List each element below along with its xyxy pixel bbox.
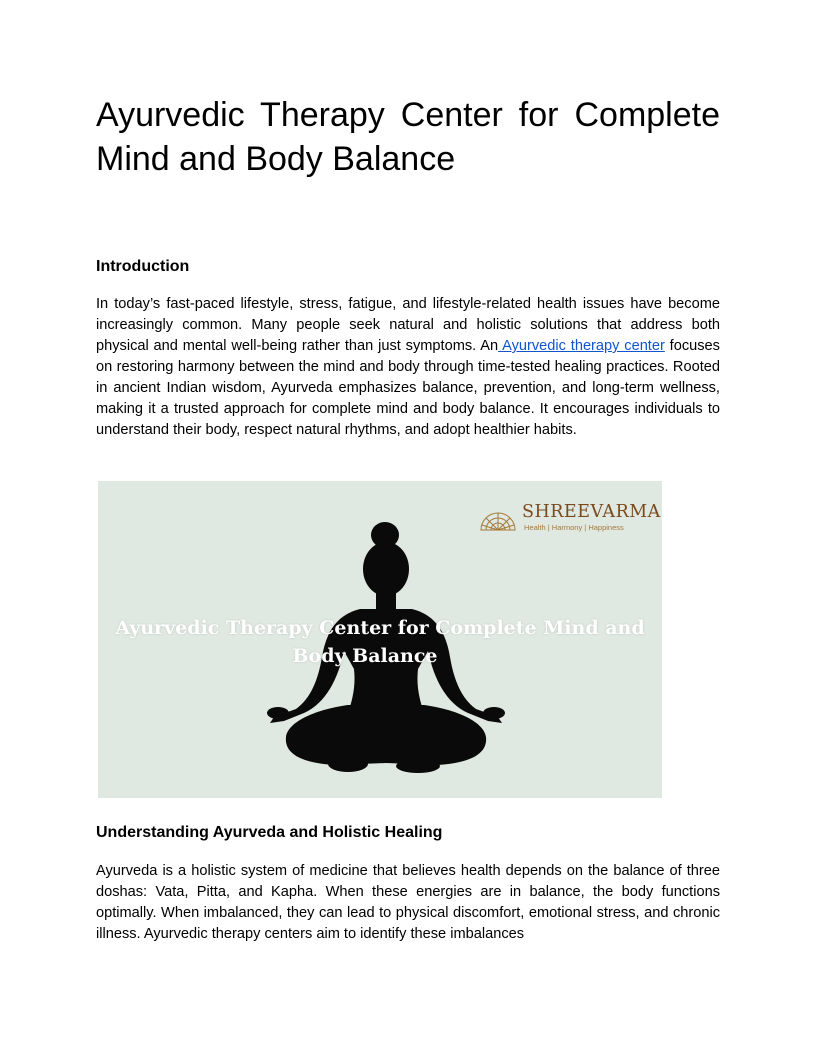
logo-tagline: Health | Harmony | Happiness <box>524 523 624 532</box>
mandala-logo-icon <box>479 500 517 534</box>
shreevarma-logo <box>479 500 661 534</box>
banner-title <box>98 614 662 670</box>
ayurvedic-therapy-center-link[interactable]: Ayurvedic therapy center <box>498 338 665 354</box>
intro-text-before-link: In today’s fast-paced lifestyle, stress, fatigue, and lifestyle-related health issues have become increasingly common. Many people seek natural and holistic solutions that address both physical and mental well-being rather than just symptoms. An <box>96 296 720 354</box>
introduction-heading: Introduction <box>96 258 190 275</box>
document-title: Ayurvedic Therapy Center for Complete Mind and Body Balance <box>96 96 720 178</box>
banner-title-line-2: Body Balance <box>292 645 438 667</box>
banner-image <box>98 481 662 798</box>
understanding-paragraph: Ayurveda is a holistic system of medicine that believes health depends on the balance of three doshas: Vata, Pitta, and Kapha. When these energies are in balance, the body functions optimally. When imbalanced, they can lead to physical discomfort, emotional stress, and chronic illness. Ayurvedic therapy centers aim to identify these imbalances <box>96 863 720 942</box>
understanding-heading: Understanding Ayurveda and Holistic Healing <box>96 824 443 841</box>
banner-title-line-1: Ayurvedic Therapy Center for Complete Mind and <box>115 617 645 639</box>
intro-text-after-link: focuses on restoring harmony between the mind and body through time-tested healing practices. Rooted in ancient Indian wisdom, Ayurveda emphasizes balance, prevention, and long-term wellness, making it a trusted approach for complete mind and body balance. It encourages individuals to understand their body, respect natural rhythms, and adopt healthier habits. <box>96 338 720 438</box>
introduction-paragraph <box>96 294 720 441</box>
logo-name: SHREEVARMA <box>522 502 661 522</box>
